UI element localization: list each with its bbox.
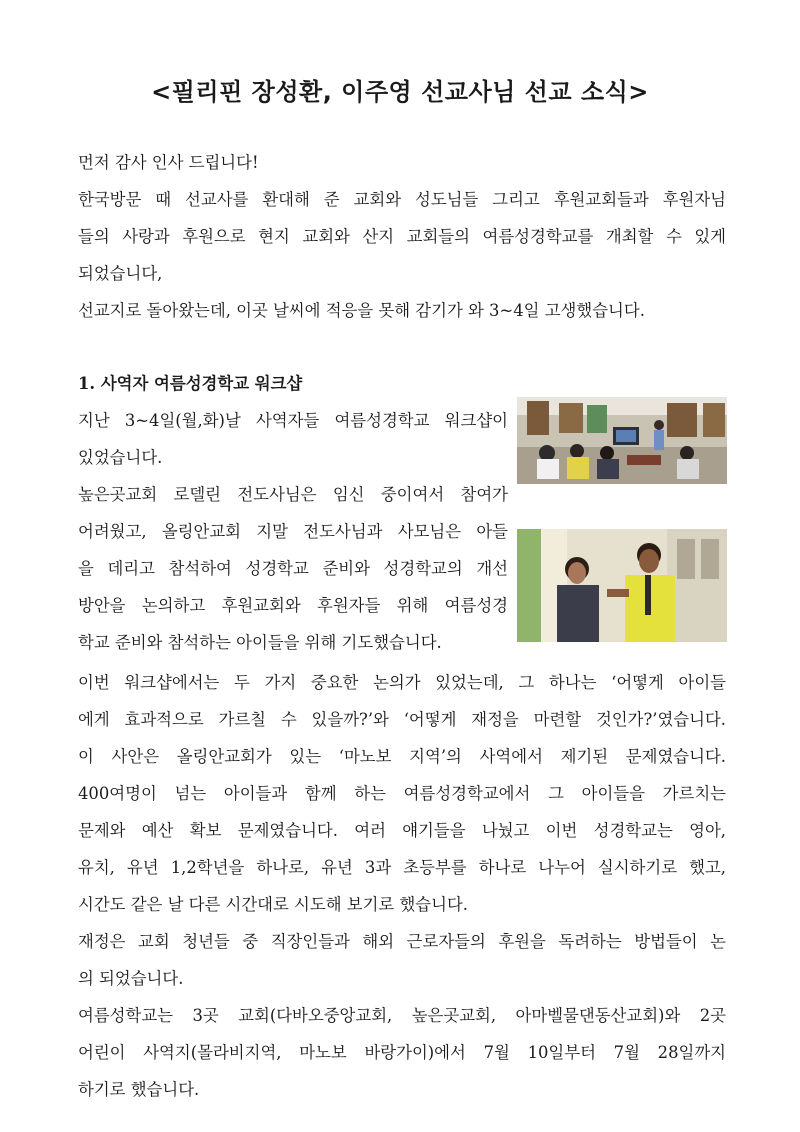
body-line: 유치, 유년 1,2학년을 하나로, 유년 3과 초등부를 하나로 나누어 실시하기로 했고,	[78, 858, 726, 877]
body-line: 이 사안은 올링안교회가 있는 ‘마노보 지역’의 사역에서 제기된 문제였습니다.	[78, 747, 726, 766]
intro-line: 먼저 감사 인사 드립니다!	[78, 153, 259, 172]
workshop-photo	[517, 397, 727, 484]
body-line: 400여명이 넘는 아이들과 함께 하는 여름성경학교에서 그 아이들을 가르치는	[78, 784, 726, 803]
section-line: 을 데리고 참석하여 성경학교 준비와 성경학교의 개선	[78, 559, 508, 578]
speakers-photo	[517, 529, 727, 642]
body-line: 여름성학교는 3곳 교회(다바오중앙교회, 높은곳교회, 아마벨물댄동산교회)와 2곳	[78, 1006, 726, 1025]
body-line: 이번 워크샵에서는 두 가지 중요한 논의가 있었는데, 그 하나는 ‘어떻게 아이들	[78, 673, 726, 692]
body-line: 하기로 했습니다.	[78, 1080, 200, 1099]
intro-line: 선교지로 돌아왔는데, 이곳 날씨에 적응을 못해 감기가 와 3~4일 고생했습니다.	[78, 301, 645, 320]
section-heading: 1. 사역자 여름성경학교 워크샵	[78, 374, 303, 393]
intro-line: 되었습니다,	[78, 264, 163, 283]
intro-line: 한국방문 때 선교사를 환대해 준 교회와 성도님들 그리고 후원교회들과 후원자님	[78, 190, 726, 209]
section-line: 있었습니다.	[78, 448, 163, 467]
intro-line: 들의 사랑과 후원으로 현지 교회와 산지 교회들의 여름성경학교를 개최할 수 있게	[78, 227, 726, 246]
body-line: 문제와 예산 확보 문제였습니다. 여러 얘기들을 나눴고 이번 성경학교는 영아,	[78, 821, 726, 840]
body-line: 에게 효과적으로 가르칠 수 있을까?’와 ‘어떻게 재정을 마련할 것인가?’였습니다.	[78, 710, 726, 729]
section-line: 높은곳교회 로델린 전도사님은 임신 중이여서 참여가	[78, 485, 508, 504]
body-line: 시간도 같은 날 다른 시간대로 시도해 보기로 했습니다.	[78, 895, 469, 914]
section-line: 지난 3~4일(월,화)날 사역자들 여름성경학교 워크샵이	[78, 411, 508, 430]
body-line: 어린이 사역지(몰라비지역, 마노보 바랑가이)에서 7월 10일부터 7월 28일까지	[78, 1043, 726, 1062]
body-line: 의 되었습니다.	[78, 969, 184, 988]
section-line: 방안을 논의하고 후원교회와 후원자들 위해 여름성경	[78, 596, 508, 615]
body-line: 재정은 교회 청년들 중 직장인들과 해외 근로자들의 후원을 독려하는 방법들이 논	[78, 932, 726, 951]
section-line: 어려웠고, 올링안교회 지말 전도사님과 사모님은 아들	[78, 522, 508, 541]
section-line: 학교 준비와 참석하는 아이들을 위해 기도했습니다.	[78, 633, 442, 652]
page-title: <필리핀 장성환, 이주영 선교사님 선교 소식>	[151, 78, 649, 106]
